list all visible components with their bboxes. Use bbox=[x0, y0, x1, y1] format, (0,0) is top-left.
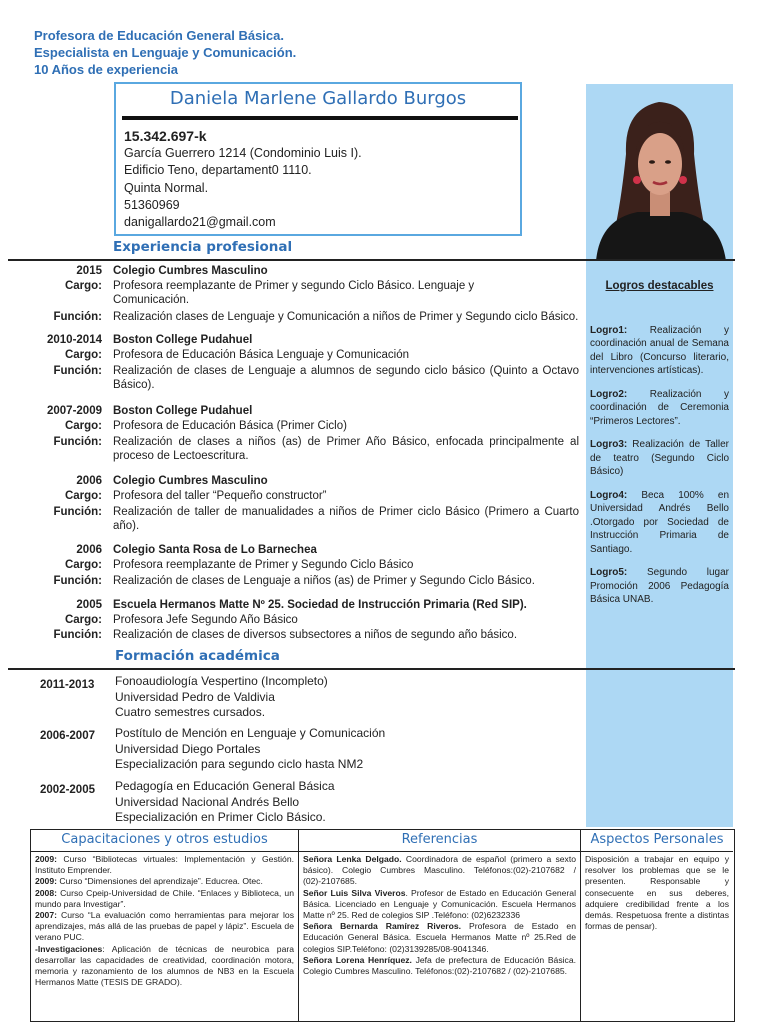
education-years: 2002-2005 bbox=[40, 784, 95, 796]
experience-year: 2007-2009 bbox=[47, 405, 102, 417]
education-degree: Fonoaudiología Vespertino (Incompleto) bbox=[115, 674, 328, 688]
achievements-panel bbox=[590, 280, 729, 617]
education-institution: Universidad Nacional Andrés Bello bbox=[115, 794, 300, 809]
reference-item: Señora Lorena Henríquez. Jefa de prefectura de Educación Básica. Colegio Cumbres Masculino. Teléfonos:(02)-2107682 / (02)-2107685. bbox=[303, 954, 576, 977]
reference-item: Señor Luis Silva Viveros. Profesor de Estado en Educación General Básica. Licenciado en Lenguaje y Comunicación. Escuela Hermanos Matte nº 25. Red de colegios SIP .Teléfono: (02)6232336 bbox=[303, 887, 576, 921]
cargo-label: Cargo: bbox=[64, 559, 102, 571]
funcion-label: Función: bbox=[53, 311, 102, 323]
experience-cargo: Profesora reemplazante de Primer y segundo Ciclo Básico. Lenguaje y Comunicación. bbox=[113, 280, 475, 307]
experience-funcion: Realización de clases de diversos subsectores a niños de segundo año básico. bbox=[113, 629, 518, 641]
cargo-label: Cargo: bbox=[64, 420, 102, 432]
education-detail: Especialización en Primer Ciclo Básico. bbox=[115, 810, 326, 824]
achievement-item: Logro1: Realización y coordinación anual de Semana del Libro (Concurso literario, intervenciones artísticas). bbox=[590, 324, 729, 376]
education-divider bbox=[8, 668, 735, 670]
rut: 15.342.697-k bbox=[124, 128, 207, 144]
experience-cargo: Profesora Jefe Segundo Año Básico bbox=[113, 614, 298, 626]
personal-text: Disposición a trabajar en equipo y resolver los problemas que se le presenten. Responsable y consecuente en sus deberes, adquiere credibilidad frente a los demás. Respetuosa frente a distintas formas de pensar). bbox=[585, 854, 729, 932]
address-line-1: García Guerrero 1214 (Condominio Luis I). bbox=[124, 146, 362, 161]
experience-place: Colegio Cumbres Masculino bbox=[113, 475, 268, 487]
header-line-3: 10 Años de experiencia bbox=[34, 62, 179, 77]
achievements-title: Logros destacables bbox=[605, 280, 714, 292]
full-name: Daniela Marlene Gallardo Burgos bbox=[169, 88, 467, 109]
trainings-column bbox=[31, 830, 299, 1021]
experience-title: Experiencia profesional bbox=[113, 239, 293, 255]
funcion-label: Función: bbox=[53, 365, 102, 377]
header-line-2: Especialista en Lenguaje y Comunicación. bbox=[34, 45, 297, 60]
education-entry bbox=[115, 726, 385, 773]
experience-year: 2015 bbox=[76, 265, 102, 277]
education-institution: Universidad Diego Portales bbox=[115, 741, 261, 756]
experience-year: 2006 bbox=[76, 475, 102, 487]
training-item: -Investigaciones: Aplicación de técnicas de neurobica para desarrollar las capacidades de creatividad, coordinación motora, memoria y razonamiento de los alumnos de NB3 en la Escuela Hermanos Matte (TESIS DE GRADO). bbox=[35, 943, 294, 988]
header-line-1: Profesora de Educación General Básica. bbox=[34, 28, 284, 43]
experience-cargo: Profesora de Educación Básica Lenguaje y Comunicación bbox=[113, 349, 409, 361]
experience-place: Colegio Cumbres Masculino bbox=[113, 265, 268, 277]
experience-place: Escuela Hermanos Matte Nº 25. Sociedad de Instrucción Primaria (Red SIP). bbox=[113, 599, 527, 611]
personal-column bbox=[581, 830, 733, 1021]
funcion-label: Función: bbox=[53, 506, 102, 518]
education-years: 2011-2013 bbox=[40, 679, 95, 691]
education-years: 2006-2007 bbox=[40, 730, 95, 742]
experience-year: 2006 bbox=[76, 544, 102, 556]
cargo-label: Cargo: bbox=[64, 490, 102, 502]
funcion-label: Función: bbox=[53, 575, 102, 587]
cargo-label: Cargo: bbox=[64, 280, 102, 292]
references-column bbox=[299, 830, 581, 1021]
personal-title: Aspectos Personales bbox=[581, 830, 733, 852]
experience-funcion: Realización de taller de manualidades a niños de Primer ciclo Básico (Primero a Cuarto año). bbox=[113, 506, 579, 533]
education-title: Formación académica bbox=[115, 648, 280, 664]
achievement-item: Logro3: Realización de Taller de teatro (Segundo Ciclo Básico) bbox=[590, 439, 729, 477]
experience-cargo: Profesora de Educación Básica (Primer Ciclo) bbox=[113, 420, 347, 432]
references-title: Referencias bbox=[299, 830, 580, 852]
references-list bbox=[299, 852, 580, 979]
funcion-label: Función: bbox=[53, 436, 102, 448]
cargo-label: Cargo: bbox=[64, 349, 102, 361]
trainings-title: Capacitaciones y otros estudios bbox=[31, 830, 298, 852]
commune: Quinta Normal. bbox=[124, 180, 209, 195]
education-entry bbox=[115, 779, 335, 826]
reference-item: Señora Lenka Delgado. Coordinadora de español (primero a sexto básico). Colegio Cumbres Masculino. Teléfonos:(02)-2107682 / (02)-2107685. bbox=[303, 854, 576, 887]
achievement-item: Logro5: Segundo lugar Promoción 2006 Pedagogía Básica UNAB. bbox=[590, 567, 729, 605]
training-item: 2007: Curso “La evaluación como herramientas para mejorar los aprendizajes, más allá de las pruebas de papel y lápiz”. Escuela de verano PUC. bbox=[35, 910, 294, 943]
experience-cargo: Profesora reemplazante de Primer y Segundo Ciclo Básico bbox=[113, 559, 414, 571]
experience-funcion: Realización clases de Lenguaje y Comunicación a niños de Primer y Segundo ciclo Básico. bbox=[113, 311, 579, 323]
experience-funcion: Realización de clases a niños (as) de Primer Año Básico, enfocada principalmente al proceso de Lectoescritura. bbox=[113, 436, 579, 463]
achievement-item: Logro4: Beca 100% en Universidad Andrés Bello .Otorgado por Sociedad de Instrucción Primaria de Santiago. bbox=[590, 489, 729, 555]
experience-year: 2010-2014 bbox=[47, 334, 102, 346]
experience-place: Boston College Pudahuel bbox=[113, 334, 253, 346]
reference-item: Señora Bernarda Ramírez Riveros. Profesora de Estado en Educación General Básica. Escuela Hermanos Matte nº 25.Red de colegios SIP.Teléfono: (02)3139285/08-9041346. bbox=[303, 921, 576, 954]
education-detail: Especialización para segundo ciclo hasta NM2 bbox=[115, 757, 364, 771]
experience-funcion: Realización de clases de Lenguaje a niños (as) de Primer y Segundo Ciclo Básico. bbox=[113, 575, 535, 587]
training-item: 2008: Curso Cpeip-Universidad de Chile. “Enlaces y Biblioteca, un mundo para Investigar”. bbox=[35, 887, 294, 909]
achievement-item: Logro2: Realización y coordinación de Ceremonia “Primeros Lectores”. bbox=[590, 388, 729, 427]
experience-funcion: Realización de clases de Lenguaje a alumnos de segundo ciclo básico (Quinto a Octavo Básico). bbox=[113, 365, 579, 392]
phone: 51360969 bbox=[124, 197, 180, 212]
funcion-label: Función: bbox=[53, 629, 102, 641]
training-item: 2009: Curso “Bibliotecas virtuales: Implementación y Gestión. Instituto Emprender. bbox=[35, 854, 294, 876]
training-item: 2009: Curso “Dimensiones del aprendizaje”. Educrea. Otec. bbox=[35, 876, 263, 887]
experience-place: Boston College Pudahuel bbox=[113, 405, 253, 417]
address-line-2: Edificio Teno, departament0 1110. bbox=[124, 163, 312, 178]
cargo-label: Cargo: bbox=[64, 614, 102, 626]
bottom-table bbox=[30, 829, 735, 1022]
trainings-list bbox=[31, 852, 298, 990]
experience-place: Colegio Santa Rosa de Lo Barnechea bbox=[113, 544, 317, 556]
education-entry bbox=[115, 674, 328, 721]
education-institution: Universidad Pedro de Valdivia bbox=[115, 689, 275, 704]
education-detail: Cuatro semestres cursados. bbox=[115, 705, 266, 719]
email: danigallardo21@gmail.com bbox=[124, 215, 276, 230]
education-degree: Postítulo de Mención en Lenguaje y Comunicación bbox=[115, 726, 386, 740]
education-degree: Pedagogía en Educación General Básica bbox=[115, 779, 335, 793]
experience-year: 2005 bbox=[76, 599, 102, 611]
experience-cargo: Profesora del taller “Pequeño constructor” bbox=[113, 490, 327, 502]
